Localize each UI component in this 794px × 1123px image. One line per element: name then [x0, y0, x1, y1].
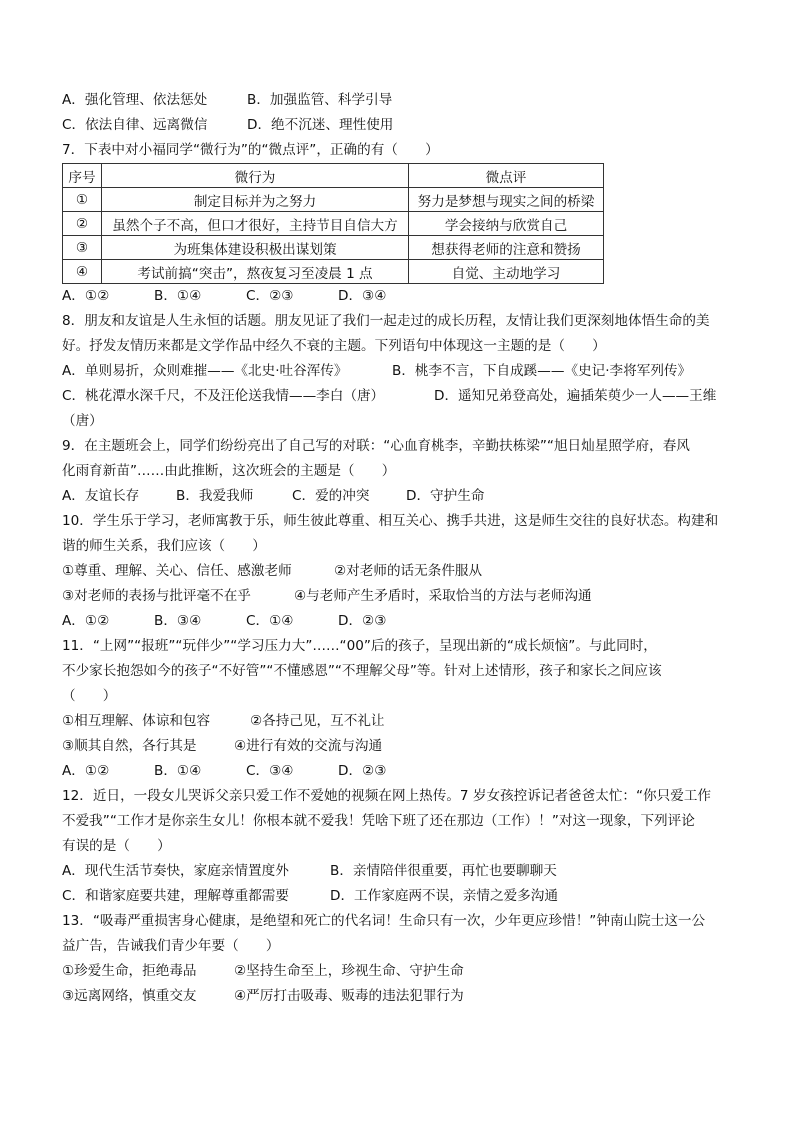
table-cell: 考试前搞“突击”，熬夜复习至凌晨 1 点	[102, 260, 409, 284]
q8-stem-line-1: 8．朋友和友谊是人生永恒的话题。朋友见证了我们一起走过的成长历程，友情让我们更深刻地体悟生命的美	[62, 313, 710, 329]
table-header-cell: 微点评	[409, 164, 604, 188]
q10-options	[62, 609, 742, 634]
q11-statement-4: ④进行有效的交流与沟通	[234, 738, 383, 754]
q12-options-row-1	[62, 859, 742, 884]
q12-option-d: D．工作家庭两不误，亲情之爱多沟通	[330, 888, 558, 904]
q8-option-a: A．单则易折，众则难摧——《北史·吐谷浑传》	[62, 363, 348, 379]
exam-page	[62, 88, 742, 1009]
table-header-cell: 微行为	[102, 164, 409, 188]
q13-statement-3: ③远离网络，慎重交友	[62, 988, 197, 1004]
table-row	[63, 260, 604, 284]
q7-option-c: C．②③	[246, 288, 294, 304]
q9-option-b: B．我爱我师	[176, 488, 254, 504]
table-cell: 虽然个子不高，但口才很好，主持节目自信大方	[102, 212, 409, 236]
q12-option-b: B．亲情陪伴很重要，再忙也要聊聊天	[330, 863, 557, 879]
table-cell: 想获得老师的注意和赞扬	[409, 236, 604, 260]
q8-option-d-continued: （唐）	[62, 413, 103, 429]
q10-statements-row-2	[62, 584, 742, 609]
q11-statements-row-1	[62, 709, 742, 734]
q13-statements-row-2	[62, 984, 742, 1009]
q12-option-a: A．现代生活节奏快，家庭亲情置度外	[62, 863, 289, 879]
q10-statement-3: ③对老师的表扬与批评毫不在乎	[62, 588, 251, 604]
q10-statement-1: ①尊重、理解、关心、信任、感激老师	[62, 563, 292, 579]
q10-stem-line-2: 谐的师生关系，我们应该（ ）	[62, 538, 266, 554]
q8-option-c: C．桃花潭水深千尺，不及汪伦送我情——李白（唐）	[62, 388, 385, 404]
q12-stem-line-2: 不爱我”“工作才是你亲生女儿！你根本就不爱我！凭啥下班了还在那边（工作）！”对这一现象，下列评论	[62, 813, 695, 829]
table-cell: 为班集体建设积极出谋划策	[102, 236, 409, 260]
q8-option-d: D．遥知兄弟登高处，遍插茱萸少一人——王维	[434, 388, 717, 404]
q9-options	[62, 484, 742, 509]
table-cell: ④	[63, 260, 102, 284]
q6-option-d: D．绝不沉迷、理性使用	[247, 117, 394, 133]
q11-option-d: D．②③	[338, 763, 387, 779]
q13-statement-1: ①珍爱生命，拒绝毒品	[62, 963, 197, 979]
q10-statement-2: ②对老师的话无条件服从	[334, 563, 483, 579]
q12-options-row-2	[62, 884, 742, 909]
q13-statement-4: ④严厉打击吸毒、贩毒的违法犯罪行为	[234, 988, 464, 1004]
q10-stem-line-1: 10．学生乐于学习，老师寓教于乐，师生彼此尊重、相互关心、携手共进，这是师生交往的良好状态。构建和	[62, 513, 719, 529]
q8-options-row-1	[62, 359, 742, 384]
table-cell: 制定目标并为之努力	[102, 188, 409, 212]
q13-statement-2: ②坚持生命至上，珍视生命、守护生命	[234, 963, 464, 979]
q13-stem-line-2: 益广告，告诫我们青少年要（ ）	[62, 938, 280, 954]
q6-option-b: B．加强监管、科学引导	[247, 92, 393, 108]
q8-option-b: B．桃李不言，下自成蹊——《史记·李将军列传》	[392, 363, 692, 379]
q11-statement-2: ②各持己见，互不礼让	[250, 713, 385, 729]
q7-stem: 7．下表中对小福同学“微行为”的“微点评”，正确的有（ ）	[62, 142, 439, 158]
q10-option-d: D．②③	[338, 613, 387, 629]
q10-option-c: C．①④	[246, 613, 294, 629]
q9-stem-line-2: 化雨育新苗”……由此推断，这次班会的主题是（ ）	[62, 463, 396, 479]
table-header-cell: 序号	[63, 164, 102, 188]
q6-option-a: A．强化管理、依法惩处	[62, 92, 208, 108]
q12-stem-line-1: 12．近日，一段女儿哭诉父亲只爱工作不爱她的视频在网上热传。7 岁女孩控诉记者爸爸太忙：“你只爱工作	[62, 788, 712, 804]
table-cell: 努力是梦想与现实之间的桥梁	[409, 188, 604, 212]
table-row	[63, 236, 604, 260]
table-row	[63, 212, 604, 236]
q12-option-c: C．和谐家庭要共建，理解尊重都需要	[62, 888, 289, 904]
q7-option-d: D．③④	[338, 288, 387, 304]
q13-statements-row-1	[62, 959, 742, 984]
q9-option-d: D．守护生命	[406, 488, 485, 504]
q6-options-row-2	[62, 113, 742, 138]
q7-options	[62, 284, 742, 309]
q7-table	[62, 163, 604, 284]
q6-option-c: C．依法自律、远离微信	[62, 117, 208, 133]
q11-statement-3: ③顺其自然，各行其是	[62, 738, 197, 754]
q10-option-b: B．③④	[154, 613, 202, 629]
q13-stem-line-1: 13．“吸毒严重损害身心健康，是绝望和死亡的代名词！生命只有一次，少年更应珍惜！”钟南山院士这一公	[62, 913, 706, 929]
q10-statements-row-1	[62, 559, 742, 584]
table-header-row	[63, 164, 604, 188]
q11-stem-line-1: 11．“上网”“报班”“玩伴少”“学习压力大”……“00”后的孩子，呈现出新的“成长烦恼”。与此同时，	[62, 638, 657, 654]
q8-stem-line-2: 好。抒发友情历来都是文学作品中经久不衰的主题。下列语句中体现这一主题的是（ ）	[62, 338, 606, 354]
q10-statement-4: ④与老师产生矛盾时，采取恰当的方法与老师沟通	[294, 588, 592, 604]
table-cell: ②	[63, 212, 102, 236]
q6-options-row-1	[62, 88, 742, 113]
table-row	[63, 188, 604, 212]
table-cell: ③	[63, 236, 102, 260]
table-cell: 学会接纳与欣赏自己	[409, 212, 604, 236]
table-cell: ①	[63, 188, 102, 212]
q10-option-a: A．①②	[62, 613, 110, 629]
q9-stem-line-1: 9．在主题班会上，同学们纷纷亮出了自己写的对联：“心血育桃李，辛勤扶栋梁”“旭日灿星照学府，春风	[62, 438, 690, 454]
q12-stem-line-3: 有误的是（ ）	[62, 838, 171, 854]
q7-option-b: B．①④	[154, 288, 202, 304]
q11-option-b: B．①④	[154, 763, 202, 779]
q11-statements-row-2	[62, 734, 742, 759]
q11-statement-1: ①相互理解、体谅和包容	[62, 713, 211, 729]
q9-option-a: A．友谊长存	[62, 488, 140, 504]
q11-option-a: A．①②	[62, 763, 110, 779]
q8-options-row-2	[62, 384, 742, 409]
q11-stem-line-3: （ ）	[62, 688, 117, 704]
q7-option-a: A．①②	[62, 288, 110, 304]
q9-option-c: C．爱的冲突	[292, 488, 370, 504]
table-cell: 自觉、主动地学习	[409, 260, 604, 284]
q11-stem-line-2: 不少家长抱怨如今的孩子“不好管”“不懂感恩”“不理解父母”等。针对上述情形，孩子和家长之间应该	[62, 663, 662, 679]
q11-options	[62, 759, 742, 784]
q11-option-c: C．③④	[246, 763, 294, 779]
